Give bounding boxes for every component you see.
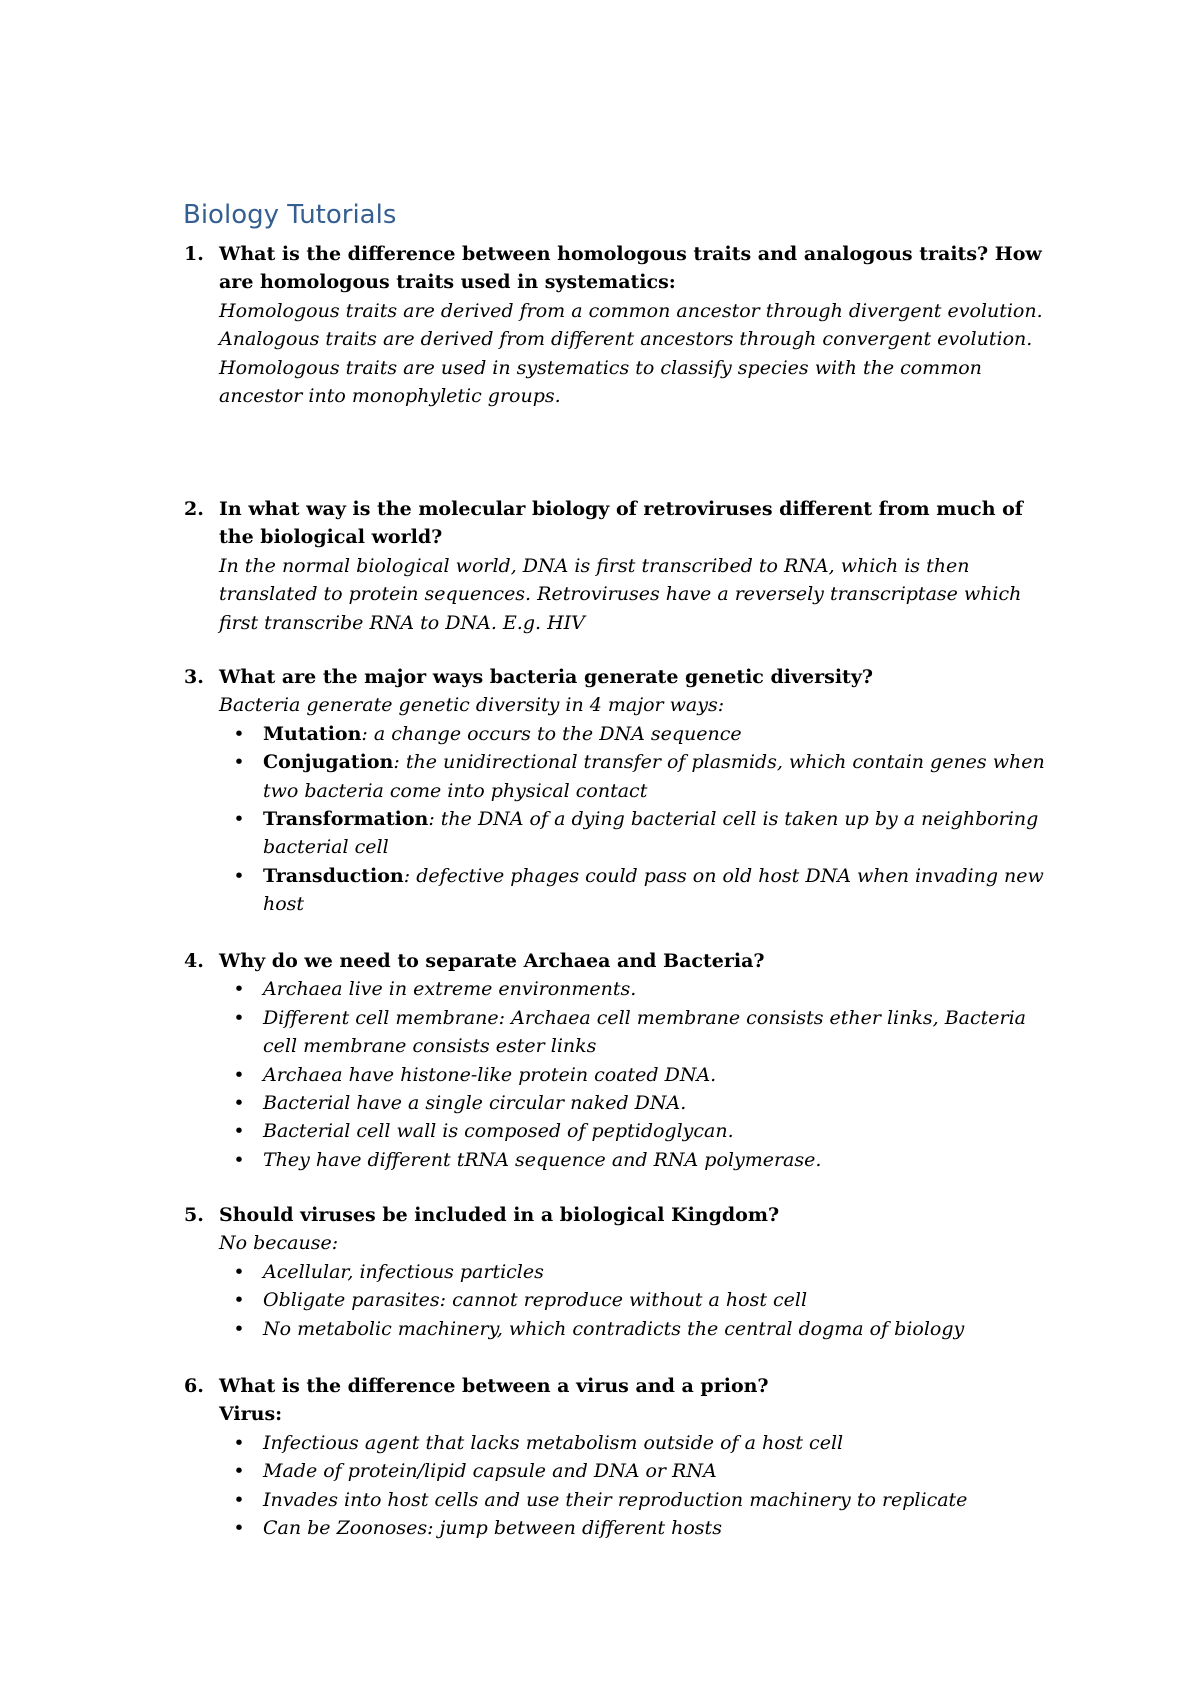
list-item-text: No metabolic machinery, which contradicts the central dogma of biology [263,1317,965,1340]
list-item [233,1457,1064,1485]
bullet-icon: • [233,1092,245,1115]
answer-intro: No because: [219,1232,339,1255]
list-item-text: Obligate parasites: cannot reproduce without a host cell [263,1289,808,1312]
page-title: Biology Tutorials [183,200,397,230]
bullet-list [184,975,1064,1174]
list-item [233,1061,1064,1089]
answer-intro: Bacteria generate genetic diversity in 4 major ways: [219,694,725,717]
bullet-icon: • [233,1006,245,1029]
question-heading [184,495,1064,552]
question-number: 1. [184,243,204,265]
list-item-term: Transduction [263,864,404,887]
bullet-icon: • [233,864,245,887]
answer-subheading: Virus: [219,1403,283,1426]
answer-paragraph: Homologous traits are used in systematics to classify species with the common ancestor into monophyletic groups. [219,356,982,408]
list-item [233,1286,1064,1314]
question-number: 4. [184,950,204,972]
list-item-text: Infectious agent that lacks metabolism outside of a host cell [263,1431,844,1454]
list-item [233,1514,1064,1542]
list-item-text: They have different tRNA sequence and RNA polymerase. [263,1148,822,1171]
question-heading [184,1201,1064,1229]
list-item-term: Mutation [263,722,362,745]
question-number: 6. [184,1375,204,1397]
question-heading [184,947,1064,975]
question-2 [184,495,1064,637]
question-3 [184,663,1064,919]
bullet-icon: • [233,1260,245,1283]
list-item-text: Archaea have histone-like protein coated DNA. [263,1063,717,1086]
list-item [233,1486,1064,1514]
list-item [233,1315,1064,1343]
bullet-icon: • [233,1063,245,1086]
list-item-text: Archaea live in extreme environments. [263,978,637,1001]
question-text: Should viruses be included in a biological Kingdom? [219,1204,780,1226]
bullet-icon: • [233,1431,245,1454]
bullet-icon: • [233,722,245,745]
list-item [233,862,1064,919]
list-item-text: Acellular, infectious particles [263,1260,544,1283]
list-item-definition: : a change occurs to the DNA sequence [361,722,742,745]
question-text: What is the difference between a virus and a prion? [219,1375,769,1397]
question-5 [184,1201,1064,1343]
list-item-text: Bacterial have a single circular naked DNA. [263,1092,687,1115]
list-item-text: Different cell membrane: Archaea cell membrane consists ether links, Bacteria cell membrane consists ester links [263,1006,1027,1058]
bullet-icon: • [233,1317,245,1340]
list-item-text: Made of protein/lipid capsule and DNA or RNA [263,1460,717,1483]
question-number: 5. [184,1204,204,1226]
list-item [233,1089,1064,1117]
question-number: 3. [184,666,204,688]
question-text: Why do we need to separate Archaea and Bacteria? [219,950,765,972]
list-item [233,1004,1064,1061]
list-item [233,1146,1064,1174]
question-heading [184,1372,1064,1400]
list-item [233,1117,1064,1145]
question-1 [184,240,1064,410]
bullet-icon: • [233,1289,245,1312]
list-item [233,1429,1064,1457]
list-item-text: Bacterial cell wall is composed of peptidoglycan. [263,1120,734,1143]
list-item-definition: : defective phages could pass on old host DNA when invading new host [263,864,1044,916]
list-item-definition: : the unidirectional transfer of plasmids, which contain genes when two bacteria come into physical contact [263,751,1045,802]
question-heading [184,240,1064,297]
list-item-term: Conjugation [263,751,394,774]
question-text: What is the difference between homologous traits and analogous traits? How are homologous traits used in systematics: [219,243,1042,294]
question-heading [184,663,1064,691]
list-item-text: Can be Zoonoses: jump between different hosts [263,1517,722,1540]
bullet-icon: • [233,1148,245,1171]
question-4 [184,947,1064,1174]
question-text: What are the major ways bacteria generate genetic diversity? [219,666,873,688]
bullet-icon: • [233,808,245,831]
bullet-icon: • [233,1120,245,1143]
answer-paragraph: Homologous traits are derived from a common ancestor through divergent evolution. Analogous traits are derived from different ancestors through convergent evolution. [219,299,1043,351]
answer-paragraph: In the normal biological world, DNA is first transcribed to RNA, which is then translated to protein sequences. Retroviruses have a reversely transcriptase which first transcribe RNA to DNA. E.g. HIV [219,554,1022,634]
list-item-term: Transformation [263,808,429,831]
list-item-text: Invades into host cells and use their reproduction machinery to replicate [263,1488,968,1511]
bullet-icon: • [233,1517,245,1540]
list-item-definition: : the DNA of a dying bacterial cell is taken up by a neighboring bacterial cell [263,808,1039,859]
bullet-icon: • [233,978,245,1001]
bullet-list [184,720,1064,919]
question-6 [184,1372,1064,1542]
list-item [233,805,1064,862]
list-item [233,975,1064,1003]
question-text: In what way is the molecular biology of retroviruses different from much of the biological world? [219,498,1023,549]
bullet-list [184,1429,1064,1543]
bullet-icon: • [233,1460,245,1483]
question-number: 2. [184,498,204,520]
list-item [233,1258,1064,1286]
list-item [233,720,1064,748]
list-item [233,748,1064,805]
bullet-icon: • [233,1488,245,1511]
bullet-list [184,1258,1064,1343]
bullet-icon: • [233,751,245,774]
